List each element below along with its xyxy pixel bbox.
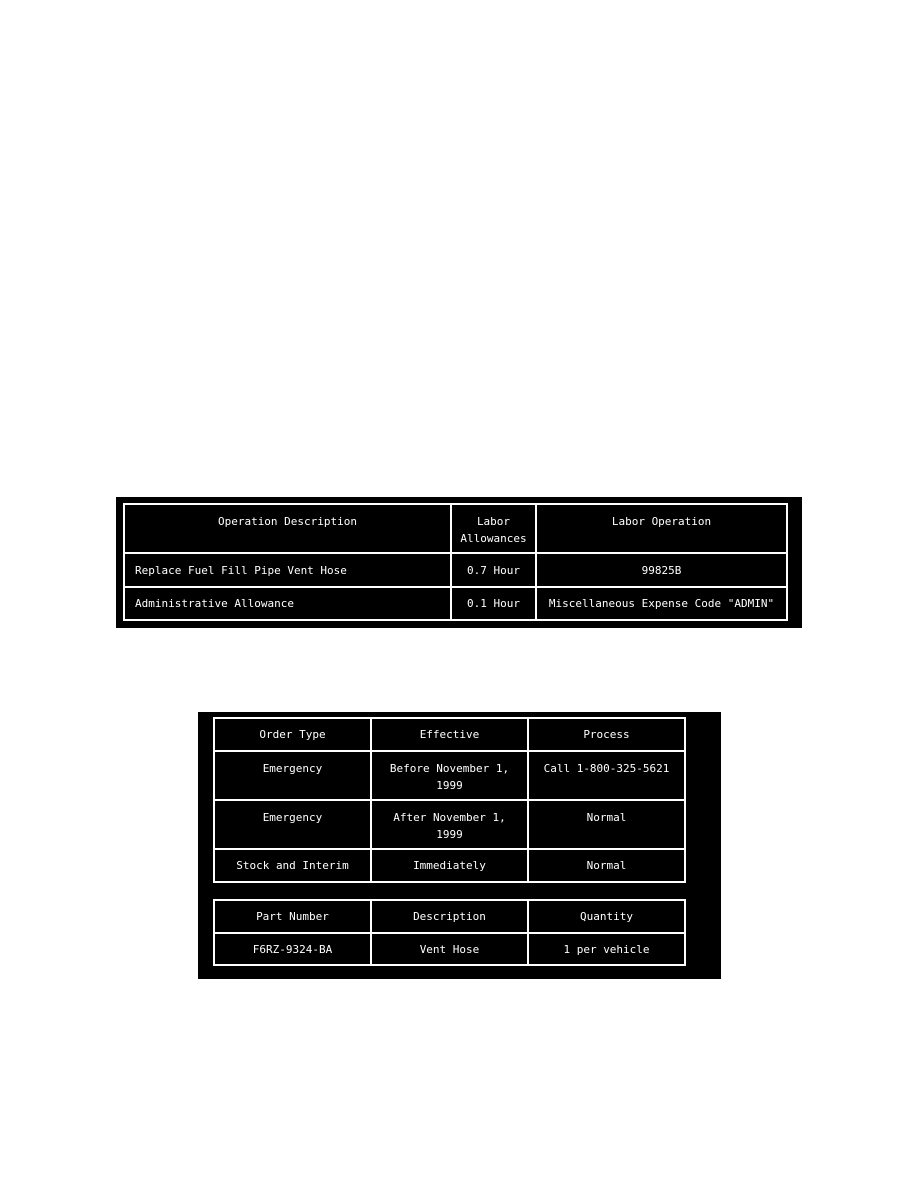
table-cell: Before November 1, 1999 — [371, 751, 528, 800]
table-cell: Normal — [528, 800, 685, 849]
labor-table-panel — [116, 497, 802, 628]
table-cell: Call 1-800-325-5621 — [528, 751, 685, 800]
table-cell: Replace Fuel Fill Pipe Vent Hose — [124, 553, 451, 587]
table-cell: F6RZ-9324-BA — [214, 933, 371, 965]
column-header-order-type: Order Type — [214, 718, 371, 751]
column-header-labor-allowances: Labor Allowances — [451, 504, 536, 553]
table-row — [214, 751, 685, 800]
table-cell: Emergency — [214, 800, 371, 849]
table-cell: Immediately — [371, 849, 528, 882]
table-cell: 1 per vehicle — [528, 933, 685, 965]
table-row — [124, 553, 787, 587]
table-header-row — [214, 900, 685, 933]
table-header-row — [124, 504, 787, 553]
table-cell: Emergency — [214, 751, 371, 800]
table-header-row — [214, 718, 685, 751]
parts-table — [213, 899, 686, 966]
table-cell: Vent Hose — [371, 933, 528, 965]
table-cell: 99825B — [536, 553, 787, 587]
column-header-description: Description — [371, 900, 528, 933]
table-cell: Administrative Allowance — [124, 587, 451, 620]
order-type-table — [213, 717, 686, 883]
column-header-effective: Effective — [371, 718, 528, 751]
column-header-labor-operation: Labor Operation — [536, 504, 787, 553]
column-header-quantity: Quantity — [528, 900, 685, 933]
table-row — [214, 800, 685, 849]
column-header-part-number: Part Number — [214, 900, 371, 933]
column-header-operation-description: Operation Description — [124, 504, 451, 553]
table-cell: 0.1 Hour — [451, 587, 536, 620]
table-row — [124, 587, 787, 620]
table-cell: Miscellaneous Expense Code "ADMIN" — [536, 587, 787, 620]
table-row — [214, 849, 685, 882]
order-parts-panel — [198, 712, 721, 979]
labor-table — [123, 503, 788, 621]
table-cell: Normal — [528, 849, 685, 882]
table-cell: 0.7 Hour — [451, 553, 536, 587]
column-header-process: Process — [528, 718, 685, 751]
table-row — [214, 933, 685, 965]
table-cell: Stock and Interim — [214, 849, 371, 882]
table-cell: After November 1, 1999 — [371, 800, 528, 849]
